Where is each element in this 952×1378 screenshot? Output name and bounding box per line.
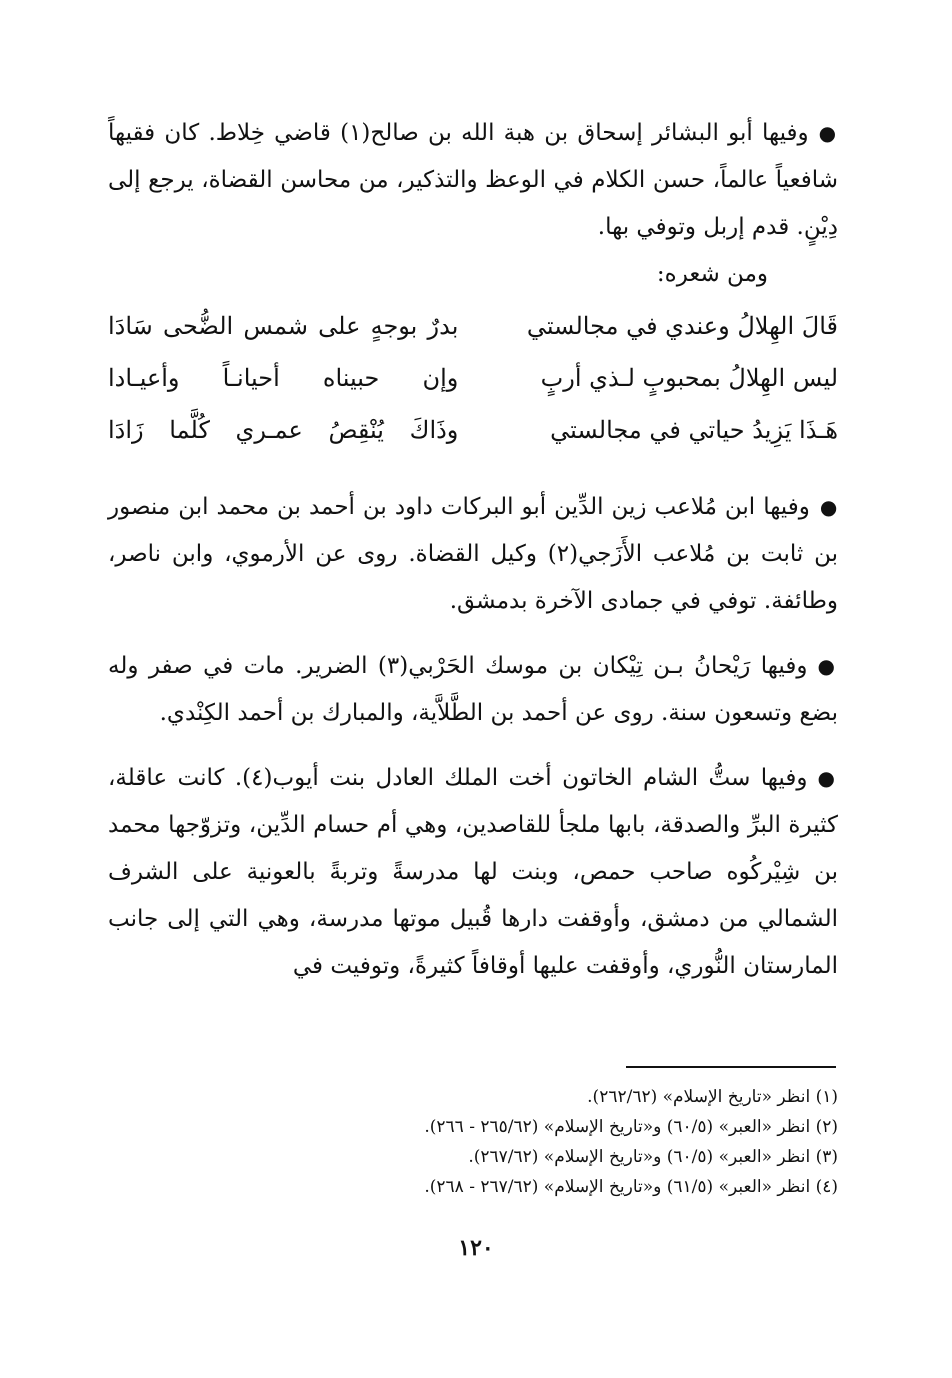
- paragraph-text: وفيها ستُّ الشام الخاتون أخت الملك العادل بنت أيوب(٤). كانت عاقلة، كثيرة البرِّ والصدقة، بابها ملجأ للقاصدين، وهي أم حسام الدِّين، وتزوّجها محمد بن شِيْركُوه صاحب حمص، وبنت لها مدرسةً وتربةً بالعونية على الشرف الشمالي من دمشق، وأوقفت دارها قُبيل موتها مدرسة، وهي التي إلى جانب المارستان النُّوري، وأوقفت عليها أوقافاً كثيرةً، وتوفيت في: [108, 765, 838, 979]
- verse-second-hemistich: وإن حبيناه أحيانـاً وأعيـادا: [108, 364, 459, 392]
- paragraph-text: وفيها ابن مُلاعب زين الدِّين أبو البركات داود بن أحمد بن محمد ابن منصور بن ثابت بن مُلاعب الأَزَجي(٢) وكيل القضاة. روى عن الأرموي، وابن ناصر، وطائفة. توفي في جمادى الآخرة بدمشق.: [108, 494, 838, 614]
- page-number: ١٢٠: [458, 1235, 494, 1261]
- paragraph-sitt-al-sham: [108, 755, 838, 990]
- paragraph-text: وفيها أبو البشائر إسحاق بن هبة الله بن صالح(١) قاضي خِلاط. كان فقيهاً شافعياً عالماً، حسن الكلام في الوعظ والتذكير، من محاسن القضاة، يرجع إلى دِيْنٍ. قدم إربل وتوفي بها.: [108, 120, 838, 240]
- paragraph-ibn-mulaib: [108, 484, 838, 625]
- verse-first-hemistich: هَـذَا يَزِيدُ حياتي في مجالستي: [550, 416, 838, 444]
- verse-first-hemistich: ليس الهِلالُ بمحبوبٍ لـذي أربٍ: [540, 364, 838, 392]
- bullet-icon: ●: [817, 766, 838, 790]
- paragraph-abu-al-bashair: [108, 110, 838, 251]
- page-body: [108, 110, 838, 990]
- bullet-icon: ●: [819, 495, 839, 519]
- footnote-3: (٣) انظر «العبر» (٦٠/٥) و«تاريخ الإسلام» (٢٦٧/٦٢).: [468, 1147, 838, 1167]
- poem-verse: [108, 300, 838, 352]
- verse-first-hemistich: قَالَ الهِلالُ وعندي في مجالستي: [526, 312, 838, 340]
- footnotes: [108, 1082, 838, 1202]
- bullet-icon: ●: [818, 121, 839, 145]
- poem: [108, 300, 838, 456]
- verse-second-hemistich: بدرٌ بوجهٍ على شمس الضُّحى سَادَا: [108, 312, 459, 340]
- footnote-1: (١) انظر «تاريخ الإسلام» (٢٦٢/٦٢).: [587, 1087, 838, 1107]
- footnote-4: (٤) انظر «العبر» (٦١/٥) و«تاريخ الإسلام» (٢٦٧/٦٢ - ٢٦٨).: [424, 1177, 838, 1197]
- bullet-icon: ●: [817, 654, 839, 678]
- footnote-divider: [626, 1066, 836, 1068]
- paragraph-rayhan: [108, 643, 838, 737]
- paragraph-text: وفيها رَيْحانُ بـن تِيْكان بن موسك الحَرْبي(٣) الضرير. مات في صفر وله بضع وتسعون سنة. روى عن أحمد بن الطَّلاَّية، والمبارك بن أحمد الكِنْدي.: [108, 653, 838, 726]
- poem-verse: [108, 352, 838, 404]
- poem-verse: [108, 404, 838, 456]
- poem-intro: ومن شعره:: [656, 261, 768, 287]
- footnote-2: (٢) انظر «العبر» (٦٠/٥) و«تاريخ الإسلام» (٢٦٥/٦٢ - ٢٦٦).: [424, 1117, 838, 1137]
- verse-second-hemistich: وذَاكَ يُنْقِصُ عمـري كُلَّما زَادَا: [108, 416, 459, 444]
